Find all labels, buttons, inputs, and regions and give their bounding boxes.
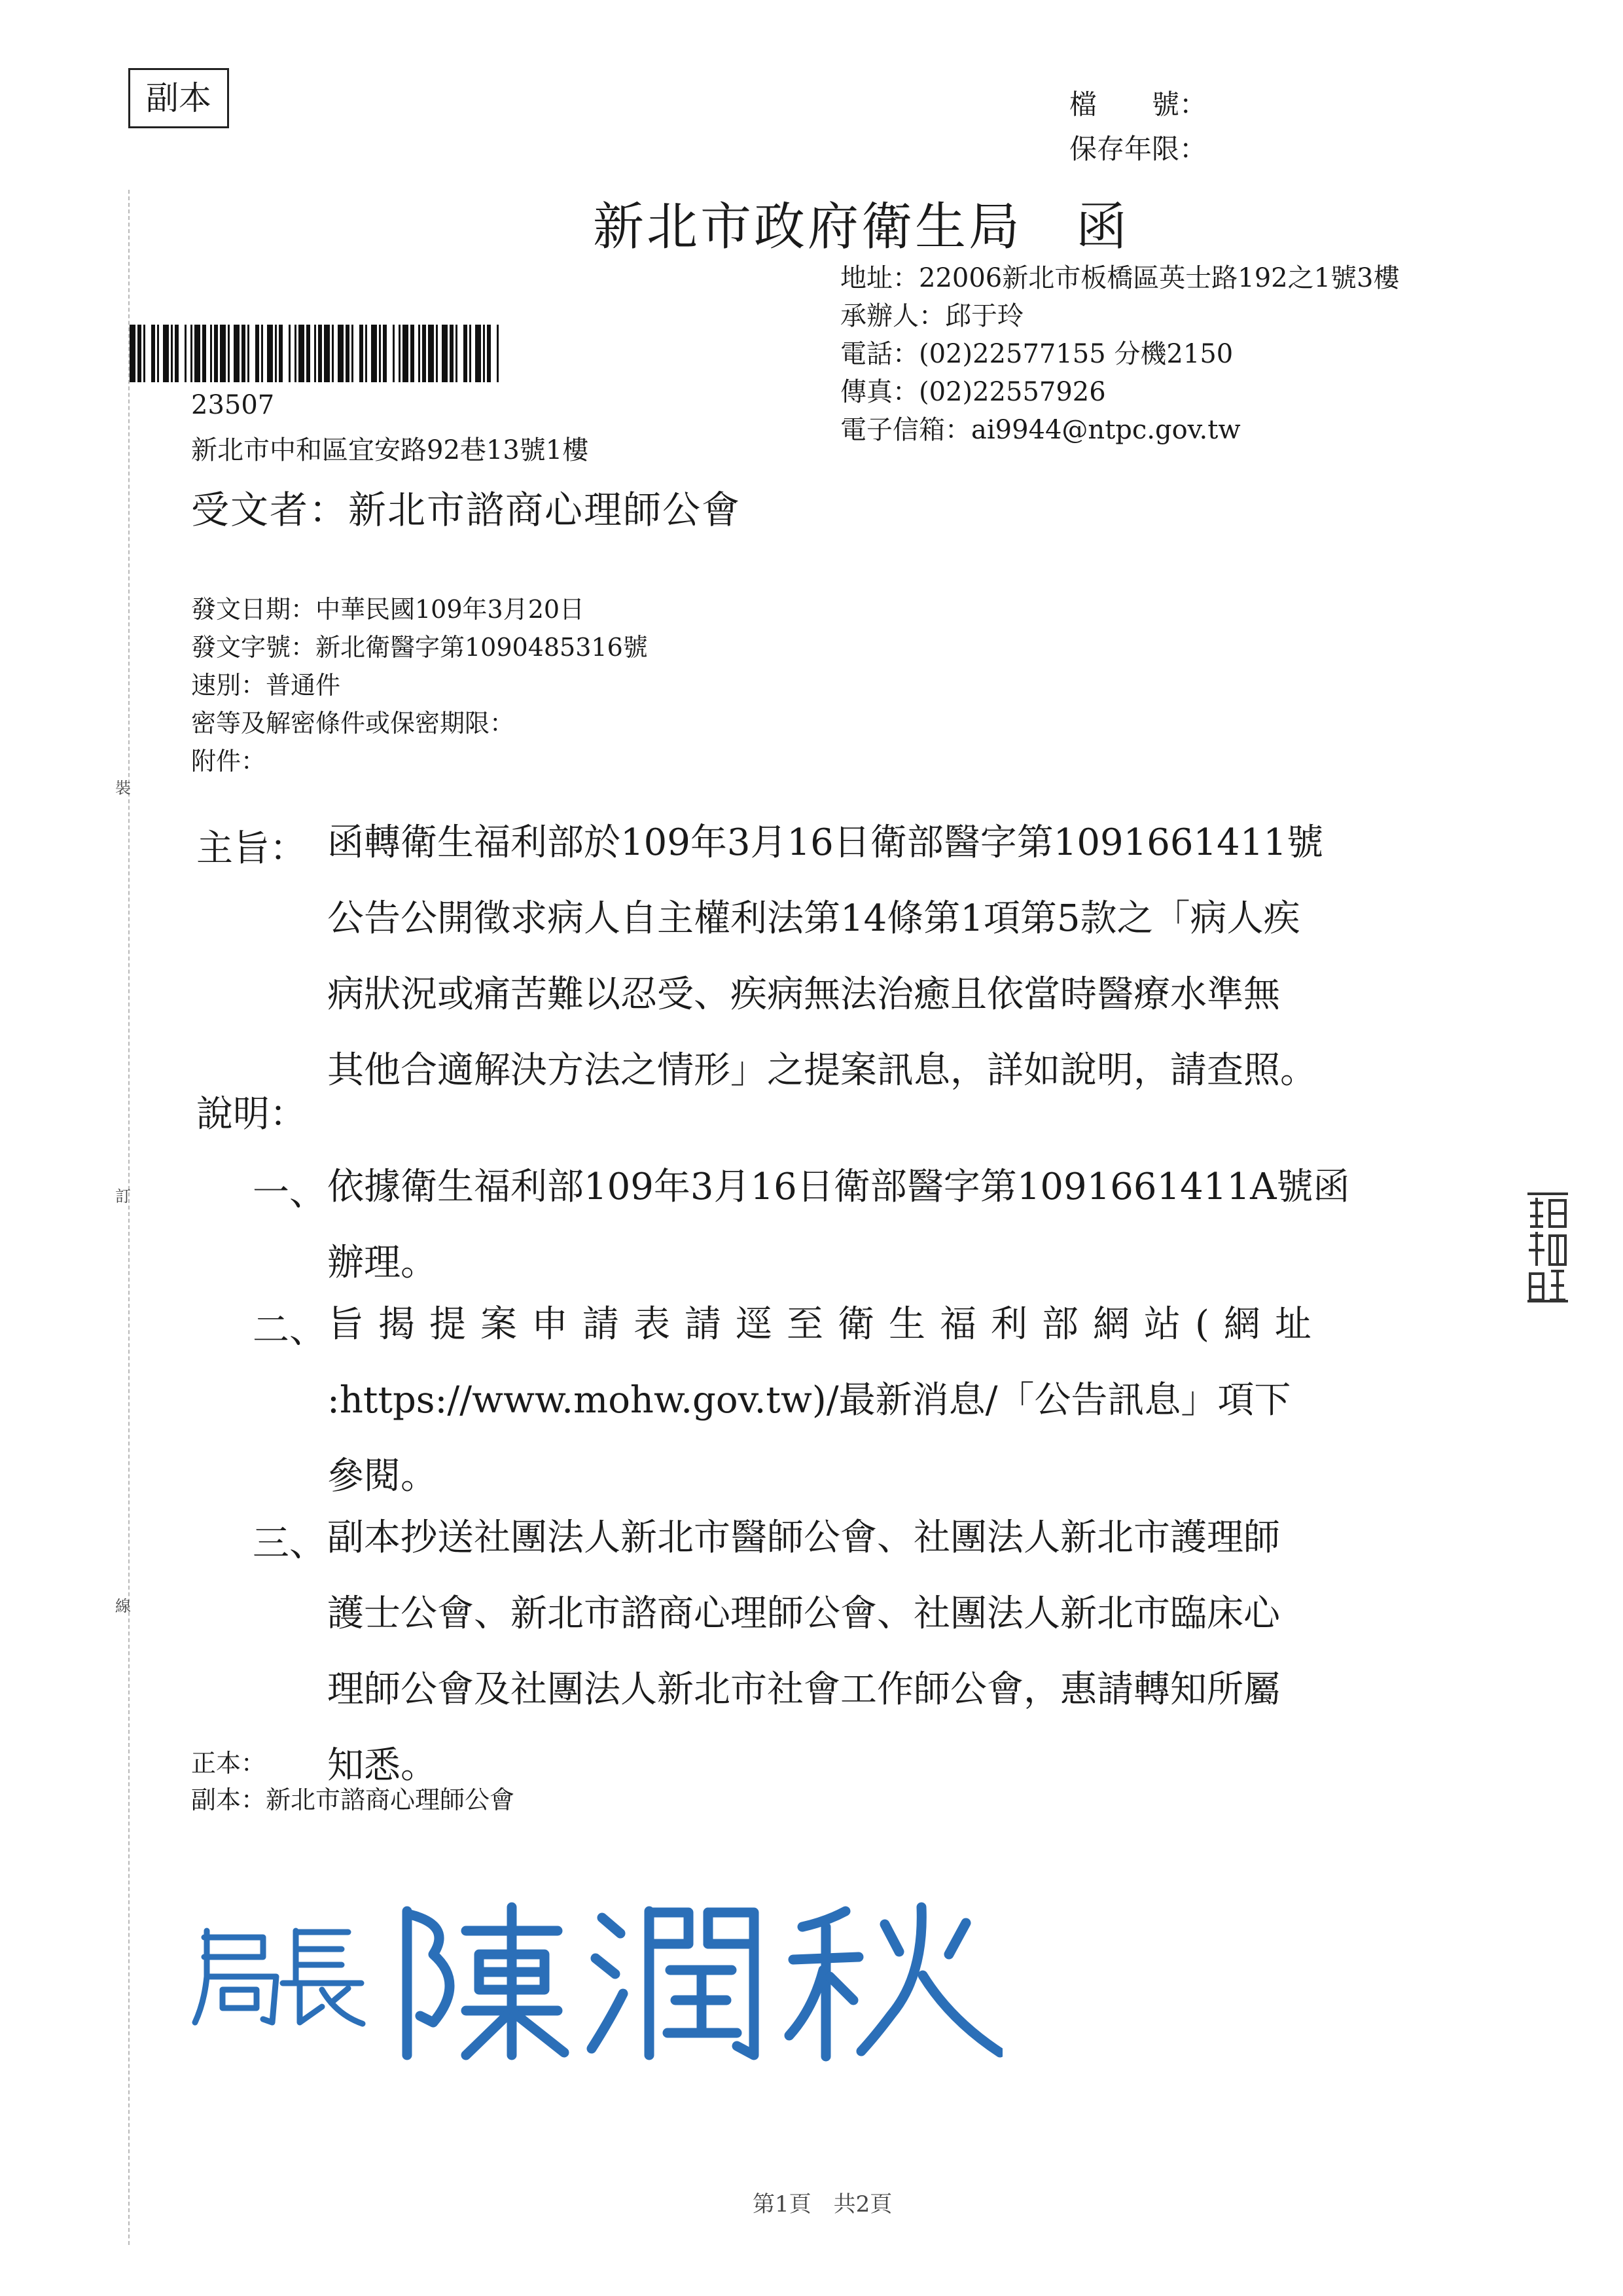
- item-line: 理師公會及社團法人新北市社會工作師公會，惠請轉知所屬: [327, 1668, 1280, 1711]
- binding-mark: 訂: [115, 1187, 131, 1206]
- subject-line: 公告公開徵求病人自主權利法第14條第1項第5款之「病人疾: [327, 897, 1300, 940]
- attachments: 附件：: [191, 747, 266, 776]
- issue-number: 發文字號：新北衛醫字第1090485316號: [191, 633, 648, 662]
- item-line: 知悉。: [327, 1744, 437, 1787]
- item-line: 參閱。: [327, 1455, 437, 1498]
- distribution: [191, 1745, 514, 1818]
- subject-line: 病狀況或痛苦難以忍受、疾病無法治癒且依當時醫療水準無: [327, 973, 1280, 1016]
- item-line: 護士公會、新北市諮商心理師公會、社團法人新北市臨床心: [327, 1592, 1280, 1635]
- subject-label: 主旨：: [196, 827, 306, 870]
- director-seal-stamp: [191, 1892, 1003, 2068]
- item-line: 依據衛生福利部109年3月16日衛部醫字第1091661411A號函: [327, 1166, 1350, 1208]
- confidentiality: 密等及解密條件或保密期限：: [191, 709, 515, 738]
- sender-info: [840, 259, 1400, 449]
- issue-meta: [191, 590, 648, 780]
- recipient: 受文者：新北市諮商心理師公會: [191, 488, 741, 532]
- receiver-zip: 23507: [191, 390, 275, 420]
- item-number: 三、: [253, 1522, 326, 1565]
- explanation-label: 說明：: [196, 1093, 306, 1136]
- receiver-address: 新北市中和區宜安路92巷13號1樓: [191, 435, 589, 465]
- item-number: 一、: [253, 1172, 326, 1214]
- explanation-item: [327, 1149, 1350, 1301]
- item-line: :https://www.mohw.gov.tw)/最新消息/「公告訊息」項下: [327, 1379, 1291, 1422]
- item-line: 辦理。: [327, 1242, 437, 1284]
- copy-mark: 副本: [128, 68, 229, 128]
- file-number: 檔 號：: [1069, 88, 1207, 120]
- main-recipient: 正本：: [191, 1749, 266, 1778]
- copy-recipient: 副本：新北市諮商心理師公會: [191, 1785, 515, 1814]
- urgency: 速別：普通件: [191, 671, 341, 700]
- retention-period: 保存年限：: [1069, 133, 1207, 165]
- file-meta: [1069, 82, 1207, 171]
- binding-mark: 線: [115, 1597, 131, 1615]
- sender-phone: 電話：(02)22577155 分機2150: [840, 339, 1234, 369]
- subject-line: 其他合適解決方法之情形」之提案訊息，詳如說明，請查照。: [327, 1049, 1317, 1092]
- page-number: 第1頁 共2頁: [753, 2191, 893, 2217]
- sender-address: 地址：22006新北市板橋區英士路192之1號3樓: [840, 263, 1400, 293]
- explanation-item: [327, 1287, 1326, 1515]
- sender-contact-person: 承辦人：邱于玲: [840, 301, 1024, 331]
- document-title: 新北市政府衛生局 函: [593, 198, 1130, 257]
- barcode: [130, 325, 499, 382]
- sender-email: 電子信箱：ai9944@ntpc.gov.tw: [840, 415, 1241, 445]
- subject-body: [327, 805, 1323, 1109]
- item-line: 旨揭提案申請表請逕至衛生福利部網站(網址: [327, 1303, 1326, 1346]
- binding-mark: 裝: [115, 779, 131, 797]
- item-line: 副本抄送社團法人新北市醫師公會、社團法人新北市護理師: [327, 1516, 1280, 1559]
- postmark-stamp: [1524, 1190, 1572, 1304]
- subject-line: 函轉衛生福利部於109年3月16日衛部醫字第1091661411號: [327, 821, 1324, 864]
- sender-fax: 傳真：(02)22557926: [840, 377, 1106, 407]
- item-number: 二、: [253, 1309, 326, 1352]
- binding-line: [128, 190, 130, 2245]
- issue-date: 發文日期：中華民國109年3月20日: [191, 595, 585, 624]
